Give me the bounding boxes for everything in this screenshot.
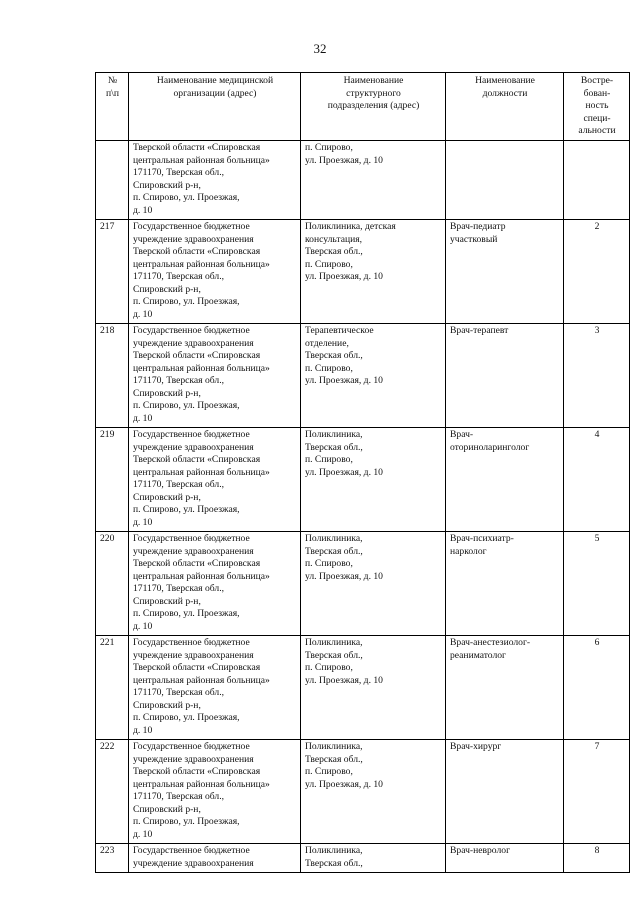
position-cell-line: Врач-анестезиолог- [450, 637, 531, 648]
header-division [301, 73, 446, 141]
position-cell-line: Врач-терапевт [450, 325, 509, 336]
position-cell-line: Врач-хирург [450, 741, 502, 752]
organization-cell-line: Государственное бюджетное [133, 325, 250, 336]
organization-cell-line: центральная районная больница» [133, 258, 270, 270]
organization-cell-line: Тверской области «Спировская [133, 350, 261, 361]
header-demand-line: альности [578, 125, 616, 136]
division-cell-line: Поликлиника, [305, 741, 363, 752]
division-cell-line: Тверская обл., [305, 246, 363, 257]
organization-cell-line: Тверской области «Спировская [133, 662, 261, 673]
header-organization-line: организации (адрес) [173, 87, 257, 99]
organization-cell [129, 740, 301, 844]
table-header-row [96, 73, 630, 141]
demand-cell: 8 [564, 844, 630, 873]
organization-cell-line: д. 10 [133, 724, 153, 736]
division-cell-line: консультация, [305, 233, 363, 245]
table-row [96, 324, 630, 428]
division-cell [301, 428, 446, 532]
demand-cell: 7 [564, 740, 630, 844]
position-cell-line: участковый [450, 233, 498, 245]
position-cell-line: нарколог [450, 545, 487, 557]
page-number: 32 [313, 41, 327, 56]
organization-cell-line: 171170, Тверская обл., [133, 583, 224, 594]
division-cell-line: ул. Проезжая, д. 10 [305, 570, 383, 582]
organization-cell-line: центральная районная больница» [133, 154, 270, 166]
division-cell-line: ул. Проезжая, д. 10 [305, 375, 383, 386]
organization-cell-line: Государственное бюджетное [133, 845, 250, 856]
organization-cell-line: Государственное бюджетное [133, 221, 250, 232]
organization-cell-line: Спировский р-н, [133, 387, 201, 399]
division-cell-line: Тверская обл., [305, 545, 363, 557]
organization-cell-line: учреждение здравоохранения [133, 233, 254, 245]
organization-cell-line: Спировский р-н, [133, 179, 201, 191]
header-number-line: п\п [106, 87, 119, 99]
organization-cell-line: центральная районная больница» [133, 570, 270, 582]
organization-cell-line: учреждение здравоохранения [133, 441, 254, 453]
organization-cell-line: Тверской области «Спировская [133, 142, 261, 153]
organization-cell [129, 220, 301, 324]
division-cell-line: Тверская обл., [305, 441, 363, 453]
division-cell-line: ул. Проезжая, д. 10 [305, 154, 383, 166]
organization-cell-line: Спировский р-н, [133, 595, 201, 607]
organization-cell-line: центральная районная больница» [133, 778, 270, 790]
division-cell-line: п. Спирово, [305, 454, 353, 465]
division-cell [301, 532, 446, 636]
organization-cell-line: Государственное бюджетное [133, 429, 250, 440]
organization-cell-line: 171170, Тверская обл., [133, 791, 224, 802]
division-cell-line: п. Спирово, [305, 766, 353, 777]
demand-cell: 4 [564, 428, 630, 532]
demand-cell: 5 [564, 532, 630, 636]
division-cell-line: п. Спирово, [305, 258, 353, 270]
header-position-line: должности [482, 87, 528, 99]
organization-cell-line: д. 10 [133, 828, 153, 840]
row-number: 221 [96, 636, 129, 740]
division-cell-line: Тверская обл., [305, 350, 363, 361]
division-cell [301, 324, 446, 428]
division-cell-line: ул. Проезжая, д. 10 [305, 674, 383, 686]
header-organization [129, 73, 301, 141]
division-cell-line: п. Спирово, [305, 142, 353, 153]
organization-cell-line: Спировский р-н, [133, 283, 201, 295]
organization-cell-line: учреждение здравоохранения [133, 857, 254, 869]
division-cell-line: ул. Проезжая, д. 10 [305, 271, 383, 282]
division-cell-line: Тверская обл., [305, 649, 363, 661]
organization-cell-line: Спировский р-н, [133, 803, 201, 815]
division-cell [301, 636, 446, 740]
demand-cell [564, 141, 630, 220]
table-row [96, 220, 630, 324]
header-division-line: Наименование [343, 75, 404, 86]
row-number: 217 [96, 220, 129, 324]
division-cell-line: отделение, [305, 337, 349, 349]
organization-cell-line: 171170, Тверская обл., [133, 479, 224, 490]
row-number: 223 [96, 844, 129, 873]
position-cell-line: Врач-невролог [450, 845, 510, 856]
organization-cell-line: Спировский р-н, [133, 491, 201, 503]
organization-cell [129, 324, 301, 428]
division-cell [301, 844, 446, 873]
organization-cell-line: д. 10 [133, 308, 153, 320]
organization-cell-line: п. Спирово, ул. Проезжая, [133, 296, 240, 307]
organization-cell-line: Тверской области «Спировская [133, 766, 261, 777]
position-cell [446, 844, 564, 873]
division-cell-line: Тверская обл., [305, 857, 363, 869]
position-cell [446, 740, 564, 844]
vacancy-table [95, 72, 630, 873]
organization-cell-line: 171170, Тверская обл., [133, 167, 224, 178]
organization-cell-line: п. Спирово, ул. Проезжая, [133, 712, 240, 723]
position-cell [446, 324, 564, 428]
table-row [96, 844, 630, 873]
organization-cell-line: 171170, Тверская обл., [133, 687, 224, 698]
organization-cell-line: д. 10 [133, 620, 153, 632]
position-cell [446, 636, 564, 740]
organization-cell [129, 636, 301, 740]
organization-cell [129, 428, 301, 532]
organization-cell-line: п. Спирово, ул. Проезжая, [133, 192, 240, 203]
row-number: 219 [96, 428, 129, 532]
organization-cell-line: учреждение здравоохранения [133, 545, 254, 557]
division-cell-line: ул. Проезжая, д. 10 [305, 778, 383, 790]
header-demand-line: специ- [583, 112, 611, 124]
position-cell-line: Врач- [450, 429, 474, 440]
table-row [96, 141, 630, 220]
organization-cell-line: д. 10 [133, 516, 153, 528]
division-cell-line: Терапевтическое [305, 325, 374, 336]
division-cell-line: п. Спирово, [305, 362, 353, 374]
division-cell-line: Поликлиника, [305, 429, 363, 440]
position-cell-line: реаниматолог [450, 649, 506, 661]
header-number-line: № [107, 75, 118, 86]
organization-cell-line: п. Спирово, ул. Проезжая, [133, 816, 240, 827]
organization-cell-line: Тверской области «Спировская [133, 246, 261, 257]
demand-cell: 6 [564, 636, 630, 740]
organization-cell-line: Государственное бюджетное [133, 533, 250, 544]
division-cell [301, 141, 446, 220]
header-organization-line: Наименование медицинской [156, 75, 274, 86]
header-position-line: Наименование [475, 75, 535, 86]
position-cell-line: Врач-педиатр [450, 221, 506, 232]
division-cell-line: Поликлиника, детская [305, 221, 396, 232]
organization-cell-line: учреждение здравоохранения [133, 337, 254, 349]
position-cell-line: Врач-психиатр- [450, 533, 514, 544]
table-body [96, 141, 630, 873]
demand-cell: 2 [564, 220, 630, 324]
table-row [96, 428, 630, 532]
division-cell [301, 220, 446, 324]
organization-cell-line: учреждение здравоохранения [133, 649, 254, 661]
division-cell-line: Поликлиника, [305, 533, 363, 544]
organization-cell-line: Государственное бюджетное [133, 741, 250, 752]
organization-cell-line: центральная районная больница» [133, 362, 270, 374]
organization-cell-line: центральная районная больница» [133, 466, 270, 478]
header-demand-line: ность [585, 100, 609, 111]
table-row [96, 740, 630, 844]
organization-cell-line: Спировский р-н, [133, 699, 201, 711]
position-cell [446, 220, 564, 324]
division-cell [301, 740, 446, 844]
organization-cell-line: Государственное бюджетное [133, 637, 250, 648]
header-division-line: структурного [346, 87, 401, 99]
organization-cell-line: учреждение здравоохранения [133, 753, 254, 765]
header-demand-line: Востре- [580, 75, 614, 86]
row-number [96, 141, 129, 220]
row-number: 218 [96, 324, 129, 428]
organization-cell-line: 171170, Тверская обл., [133, 271, 224, 282]
organization-cell-line: п. Спирово, ул. Проезжая, [133, 400, 240, 411]
division-cell-line: Тверская обл., [305, 753, 363, 765]
position-cell [446, 532, 564, 636]
row-number: 222 [96, 740, 129, 844]
organization-cell [129, 532, 301, 636]
organization-cell-line: Тверской области «Спировская [133, 454, 261, 465]
header-number [96, 73, 129, 141]
organization-cell [129, 141, 301, 220]
position-cell [446, 428, 564, 532]
organization-cell-line: д. 10 [133, 204, 153, 216]
division-cell-line: п. Спирово, [305, 662, 353, 673]
organization-cell-line: центральная районная больница» [133, 674, 270, 686]
position-cell [446, 141, 564, 220]
organization-cell [129, 844, 301, 873]
organization-cell-line: Тверской области «Спировская [133, 558, 261, 569]
position-cell-line: оториноларинголог [450, 441, 530, 453]
division-cell-line: п. Спирово, [305, 558, 353, 569]
division-cell-line: Поликлиника, [305, 637, 363, 648]
organization-cell-line: п. Спирово, ул. Проезжая, [133, 608, 240, 619]
header-demand-line: бован- [583, 87, 611, 99]
table-row [96, 636, 630, 740]
division-cell-line: ул. Проезжая, д. 10 [305, 466, 383, 478]
demand-cell: 3 [564, 324, 630, 428]
table-row [96, 532, 630, 636]
organization-cell-line: 171170, Тверская обл., [133, 375, 224, 386]
header-demand [564, 73, 630, 141]
header-position [446, 73, 564, 141]
row-number: 220 [96, 532, 129, 636]
organization-cell-line: д. 10 [133, 412, 153, 424]
header-division-line: подразделения (адрес) [327, 100, 420, 111]
organization-cell-line: п. Спирово, ул. Проезжая, [133, 504, 240, 515]
division-cell-line: Поликлиника, [305, 845, 363, 856]
